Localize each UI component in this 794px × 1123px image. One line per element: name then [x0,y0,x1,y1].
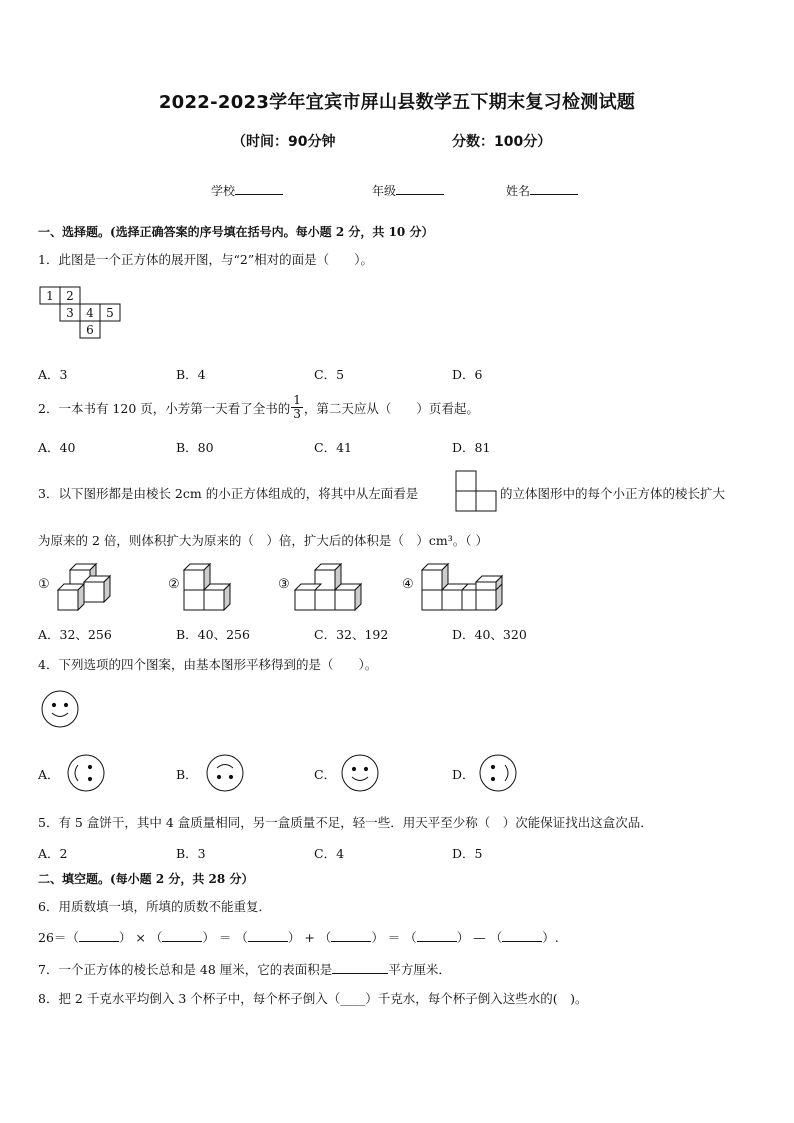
question-3-line1a: 3．以下图形都是由棱长 2cm 的小正方体组成的，将其中从左面看是 [38,486,419,501]
q4-option-a-figure[interactable] [66,754,106,794]
figure-label-1: ① [38,577,50,592]
q4-option-b-figure[interactable] [204,754,246,794]
q4-option-a-label[interactable]: A． [38,767,60,782]
school-label: 学校 [211,184,236,198]
q4-option-d-label[interactable]: D． [452,767,475,782]
q3-option-b[interactable]: B．40、256 [176,627,250,642]
q6-blank-6[interactable] [502,941,542,942]
question-4-text: 4．下列选项的四个图案，由基本图形平移得到的是（ ）。 [38,657,378,672]
question-6-text: 6．用质数填一填，所填的质数不能重复． [38,899,271,914]
question-3-line1b: 的立体图形中的每个小正方体的棱长扩大 [500,486,726,501]
net-label-3: 3 [66,306,74,320]
grade-label: 年级 [372,184,397,198]
q4-option-c-figure[interactable] [340,754,382,794]
cube-figure-3 [293,562,363,610]
net-label-1: 1 [46,289,54,303]
section-choice-heading: 一、选择题。(选择正确答案的序号填在括号内。每小题 2 分，共 10 分） [38,225,434,239]
q2-option-a[interactable]: A．40 [38,440,76,455]
net-label-6: 6 [86,323,94,337]
figure-label-3: ③ [278,577,290,592]
q4-option-c-label[interactable]: C． [314,767,337,782]
q1-option-b[interactable]: B．4 [176,367,206,382]
q1-option-c[interactable]: C．5 [314,367,345,382]
q5-option-a[interactable]: A．2 [38,846,68,861]
cube-figure-2 [182,562,234,610]
question-5-text: 5．有 5 盒饼干，其中 4 盒质量相同，另一盒质量不足，轻一些．用天平至少称（ ）次能保证找出这盒次品． [38,815,653,830]
page-title: 2022-2023学年宜宾市屏山县数学五下期末复习检测试题 [158,92,636,113]
cube-figure-4 [420,562,502,610]
school-field[interactable] [211,182,283,199]
q6-blank-5[interactable] [417,941,457,942]
q1-option-d[interactable]: D．6 [452,367,483,382]
net-label-2: 2 [66,289,74,303]
q3-option-d[interactable]: D．40、320 [452,627,527,642]
q4-option-d-figure[interactable] [478,754,520,794]
q6-blank-2[interactable] [162,941,202,942]
question-7-text: 7．一个正方体的棱长总和是 48 厘米，它的表面积是 平方厘米． [38,962,451,977]
fraction-one-third: $\frac{1}{3}$ [293,393,301,421]
q6-blank-4[interactable] [331,941,371,942]
question-3-line2: 为原来的 2 倍，则体积扩大为原来的（ ）倍，扩大后的体积是（ ）cm³。（ ） [38,533,488,548]
left-view-figure [456,471,498,513]
section-fill-heading: 二、填空题。(每小题 2 分，共 28 分） [38,872,254,886]
q7-blank[interactable] [332,973,388,974]
figure-label-4: ④ [402,577,414,592]
grade-field[interactable] [372,182,444,199]
question-6-equation: 26＝（ ） × （ ） ＝ （ ） + （ ） ＝ （ ） — （ ）. [38,930,559,945]
q3-option-a[interactable]: A．32、256 [38,627,112,642]
q2-option-b[interactable]: B．80 [176,440,214,455]
q5-option-c[interactable]: C．4 [314,846,345,861]
name-field[interactable] [506,182,578,199]
cube-net-figure [40,287,124,343]
net-label-4: 4 [86,306,94,320]
q1-option-a[interactable]: A．3 [38,367,68,382]
q5-option-b[interactable]: B．3 [176,846,206,861]
base-smiley-figure [41,690,81,730]
net-label-5: 5 [106,306,114,320]
question-8-text: 8．把 2 千克水平均倒入 3 个杯子中，每个杯子倒入（____）千克水，每个杯子倒入这些水的( )。 [38,991,588,1006]
exam-time: （时间：90分钟 [232,134,336,150]
question-2-text: 2．一本书有 120 页，小芳第一天看了全书的 $\frac{1}{3}$ ，第二天应从（ ）页看起。 [38,393,479,421]
name-label: 姓名 [506,184,531,198]
q3-option-c[interactable]: C．32、192 [314,627,389,642]
q4-option-b-label[interactable]: B． [176,767,198,782]
cube-figure-1 [56,558,116,612]
q2-option-c[interactable]: C．41 [314,440,352,455]
q6-blank-3[interactable] [248,941,288,942]
q5-option-d[interactable]: D．5 [452,846,483,861]
q2-option-d[interactable]: D．81 [452,440,491,455]
exam-score: 分数：100分） [452,134,552,150]
figure-label-2: ② [168,577,180,592]
q6-blank-1[interactable] [79,941,119,942]
question-1-text: 1．此图是一个正方体的展开图，与“2”相对的面是（ ）。 [38,252,373,267]
